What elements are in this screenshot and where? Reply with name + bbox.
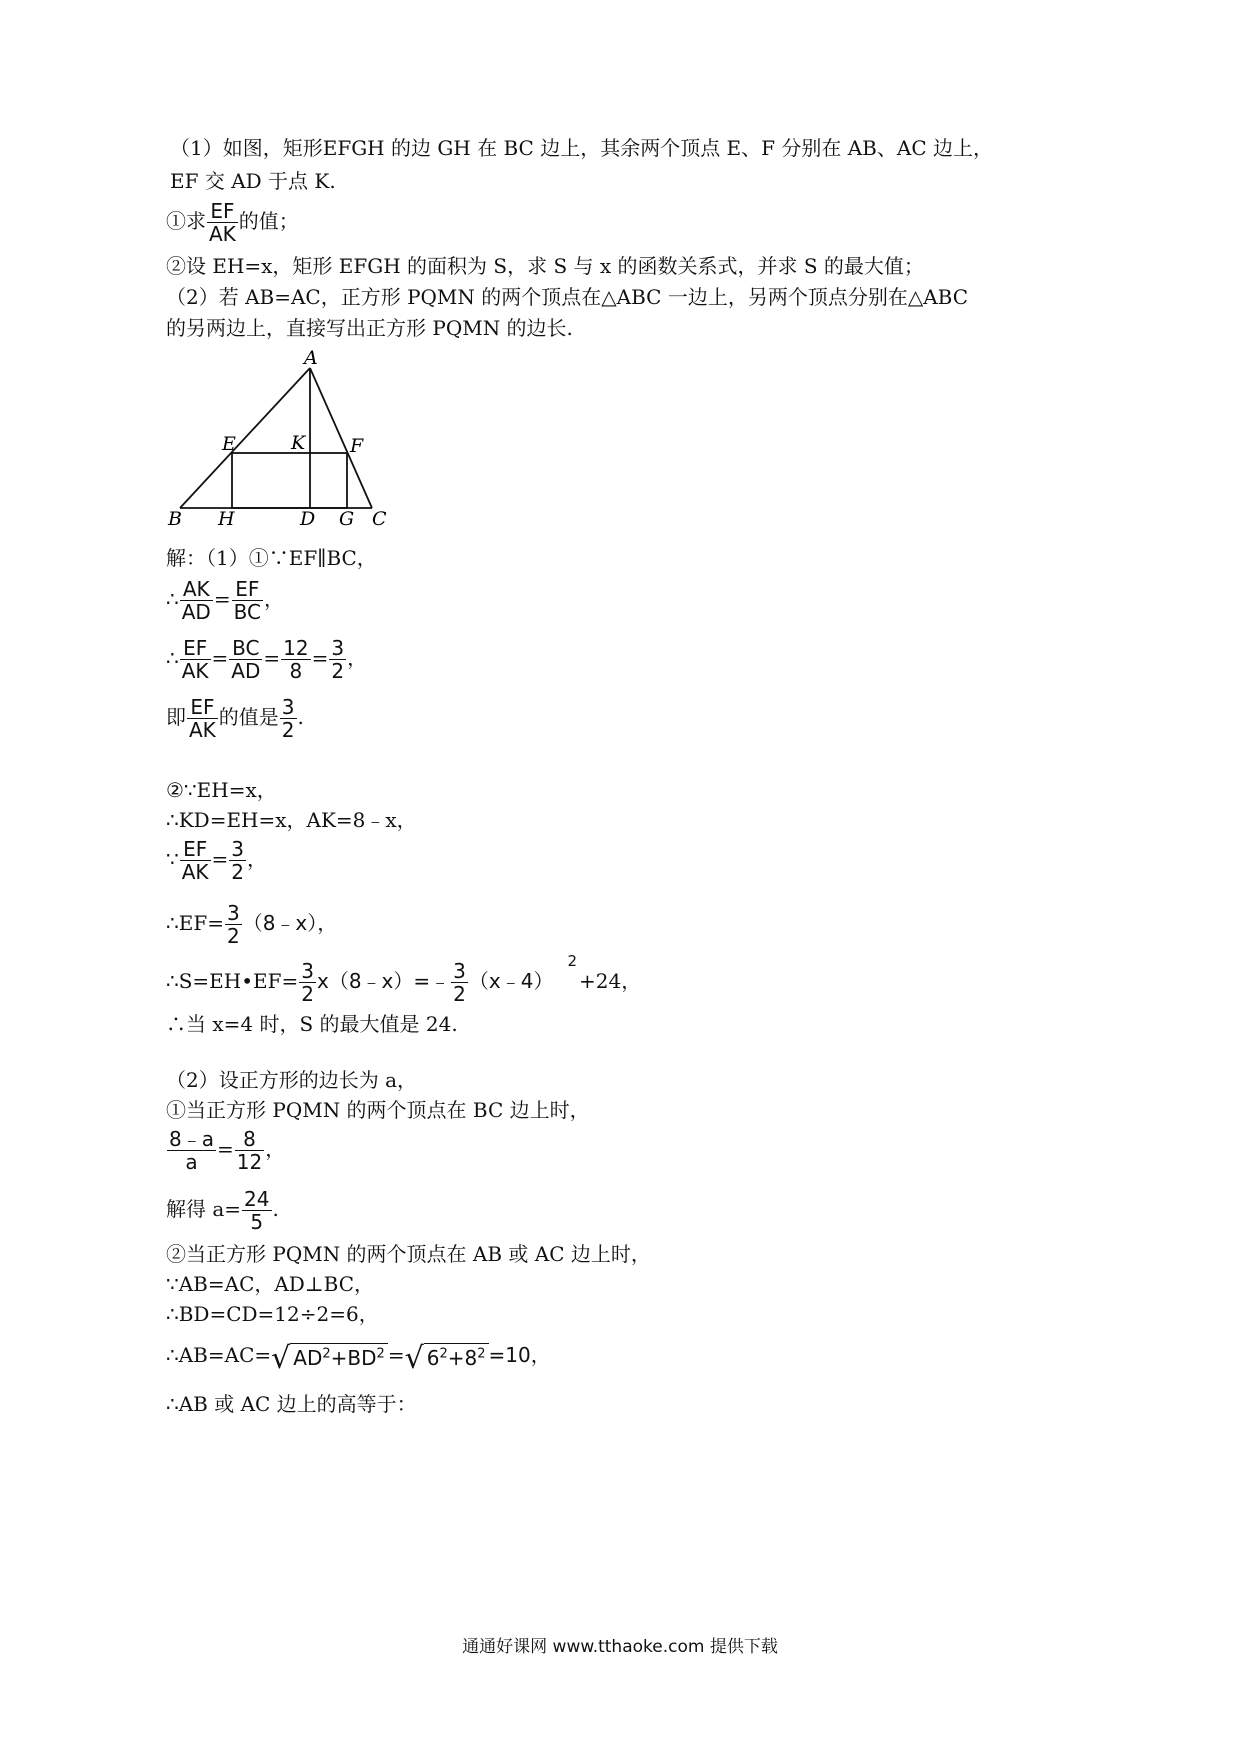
denominator: 2 [281, 718, 295, 742]
fraction [299, 960, 316, 1005]
fraction [229, 637, 262, 682]
fraction [180, 578, 213, 623]
fraction [281, 637, 310, 682]
text: +24， [579, 969, 642, 993]
numerator: 24 [244, 1187, 270, 1211]
text: ∴S=EH•EF= [166, 969, 299, 993]
solution-line-6: ∴KD=EH=x，AK=8﹣x， [166, 808, 417, 832]
solution-line-3 [166, 637, 367, 682]
solution-line-10: ∴当 x=4 时，S 的最大值是 24. [166, 1012, 458, 1036]
numerator: AK [180, 578, 213, 601]
numerator: 3 [301, 959, 314, 983]
punctuation: ， [263, 587, 284, 611]
exponent: 2 [376, 1346, 385, 1361]
term: AD [293, 1345, 323, 1370]
equals: = [213, 587, 231, 611]
equals: = [216, 1137, 234, 1161]
namely: 即 [166, 705, 186, 729]
numerator: 3 [231, 837, 245, 861]
fraction [180, 838, 211, 883]
numerator: 3 [331, 636, 345, 660]
label-c: C [372, 508, 387, 530]
denominator: AK [181, 860, 209, 884]
solution-line-5: ②∵EH=x， [166, 778, 277, 802]
label-d: D [300, 508, 316, 530]
solution-line-19: ∴AB 或 AC 边上的高等于： [166, 1392, 417, 1416]
solution-line-15: ②当正方形 PQMN 的两个顶点在 AB 或 AC 边上时， [166, 1242, 651, 1266]
fraction [232, 578, 263, 623]
solution-line-13 [166, 1128, 285, 1173]
solution-line-17: ∴BD=CD=12÷2=6， [166, 1302, 379, 1326]
solution-line-2 [166, 578, 284, 623]
radicand [424, 1343, 489, 1370]
denominator: AK [209, 222, 236, 246]
therefore: ∴ [166, 646, 179, 670]
solution-line-1: 解：（1）①∵EF∥BC， [166, 546, 377, 570]
label-f: F [350, 435, 364, 457]
denominator: AK [181, 659, 209, 683]
numerator: EF [207, 200, 238, 223]
denominator: 2 [231, 860, 245, 884]
solution-line-12: ①当正方形 PQMN 的两个顶点在 BC 边上时， [166, 1098, 590, 1122]
problem-part2-line2: 的另两边上，直接写出正方形 PQMN 的边长. [166, 316, 573, 340]
problem-part1-line1: （1）如图，矩形EFGH 的边 GH 在 BC 边上，其余两个顶点 E、F 分别在 AB、AC 边上， [170, 136, 993, 160]
equals: = [211, 847, 229, 871]
fraction [187, 696, 218, 741]
fraction [329, 637, 346, 682]
q1-prefix: ①求 [166, 209, 206, 233]
label-h: H [218, 508, 235, 530]
label-g: G [339, 508, 355, 530]
text: ∴EF= [166, 911, 224, 935]
because: ∵ [166, 847, 179, 871]
numerator: EF [180, 637, 211, 660]
solution-line-11: （2）设正方形的边长为 a， [166, 1068, 418, 1092]
punctuation: ， [247, 847, 268, 871]
term: 6 [426, 1345, 440, 1370]
solution-line-8 [166, 902, 337, 947]
question-1 [166, 200, 299, 245]
denominator: 5 [250, 1210, 264, 1234]
fraction [225, 902, 242, 947]
text: ∴AB=AC= [166, 1343, 272, 1368]
fraction [280, 696, 297, 741]
numerator: BC [229, 637, 262, 660]
fraction [235, 1128, 264, 1173]
fraction [242, 1188, 271, 1233]
radical-icon: √ [404, 1341, 424, 1377]
fraction [229, 838, 246, 883]
exponent: 2 [322, 1346, 331, 1361]
solution-line-9 [166, 952, 642, 1006]
denominator: 2 [453, 982, 466, 1006]
equals: = [387, 1343, 405, 1368]
punctuation: ， [265, 1137, 286, 1161]
text: 解得 a= [166, 1197, 242, 1221]
numerator: EF [180, 838, 211, 861]
exponent: 2 [567, 952, 577, 970]
radicand [290, 1343, 388, 1370]
text: （x﹣4） [468, 969, 554, 993]
numerator: 3 [226, 901, 240, 925]
text: x（8﹣x）=﹣ [317, 969, 451, 993]
label-k: K [291, 432, 306, 454]
q1-suffix: 的值； [238, 209, 299, 233]
radical-icon: √ [271, 1341, 291, 1377]
numerator: 3 [453, 959, 466, 983]
problem-part1-line2: EF 交 AD 于点 K. [170, 169, 336, 193]
numerator: 3 [281, 695, 295, 719]
text: =10， [488, 1343, 551, 1368]
sqrt-expression [271, 1340, 388, 1377]
solution-line-7 [166, 838, 267, 883]
denominator: AD [231, 659, 261, 683]
term: BD [347, 1345, 377, 1370]
denominator: BC [233, 600, 261, 624]
equals: = [211, 646, 229, 670]
denominator: 2 [226, 924, 240, 948]
sqrt-expression [404, 1340, 489, 1377]
numerator: 12 [283, 636, 309, 660]
solution-line-4 [166, 696, 304, 741]
label-b: B [168, 508, 182, 530]
fraction [180, 637, 211, 682]
punctuation: . [272, 1197, 279, 1221]
fraction [167, 1128, 216, 1173]
numerator: 8﹣a [169, 1127, 214, 1151]
denominator: 8 [289, 659, 303, 683]
triangle-figure [160, 345, 400, 535]
rectangle-efgh [232, 453, 347, 508]
numerator: EF [187, 696, 218, 719]
denominator: 12 [236, 1150, 263, 1174]
equals: = [263, 646, 281, 670]
fraction-ef-ak [207, 200, 238, 245]
denominator: 2 [331, 659, 345, 683]
denominator: AK [189, 718, 216, 742]
label-a: A [304, 347, 318, 369]
solution-line-14 [166, 1188, 279, 1233]
solution-line-18 [166, 1340, 551, 1377]
punctuation: ， [347, 646, 368, 670]
term: 8 [464, 1345, 478, 1370]
equals: = [311, 646, 329, 670]
fraction [451, 960, 468, 1005]
therefore: ∴ [166, 587, 179, 611]
solution-line-16: ∵AB=AC，AD⊥BC， [166, 1272, 375, 1296]
exponent: 2 [439, 1346, 448, 1361]
denominator: a [185, 1150, 198, 1174]
denominator: 2 [301, 982, 314, 1006]
plus: + [330, 1345, 348, 1370]
footer-watermark: 通通好课网 www.tthaoke.com 提供下载 [462, 1637, 778, 1657]
question-2: ②设 EH=x，矩形 EFGH 的面积为 S，求 S 与 x 的函数关系式，并求 S 的最大值； [166, 254, 924, 278]
label-e: E [222, 433, 236, 455]
problem-part2-line1: （2）若 AB=AC，正方形 PQMN 的两个顶点在△ABC 一边上，另两个顶点分别在△ABC [166, 285, 969, 309]
numerator: EF [232, 578, 263, 601]
punctuation: . [297, 705, 304, 729]
numerator: 8 [235, 1128, 264, 1151]
exponent: 2 [477, 1346, 486, 1361]
denominator: AD [181, 600, 211, 624]
text: 的值是 [218, 705, 279, 729]
plus: + [447, 1345, 465, 1370]
text: （8﹣x）， [242, 911, 338, 935]
